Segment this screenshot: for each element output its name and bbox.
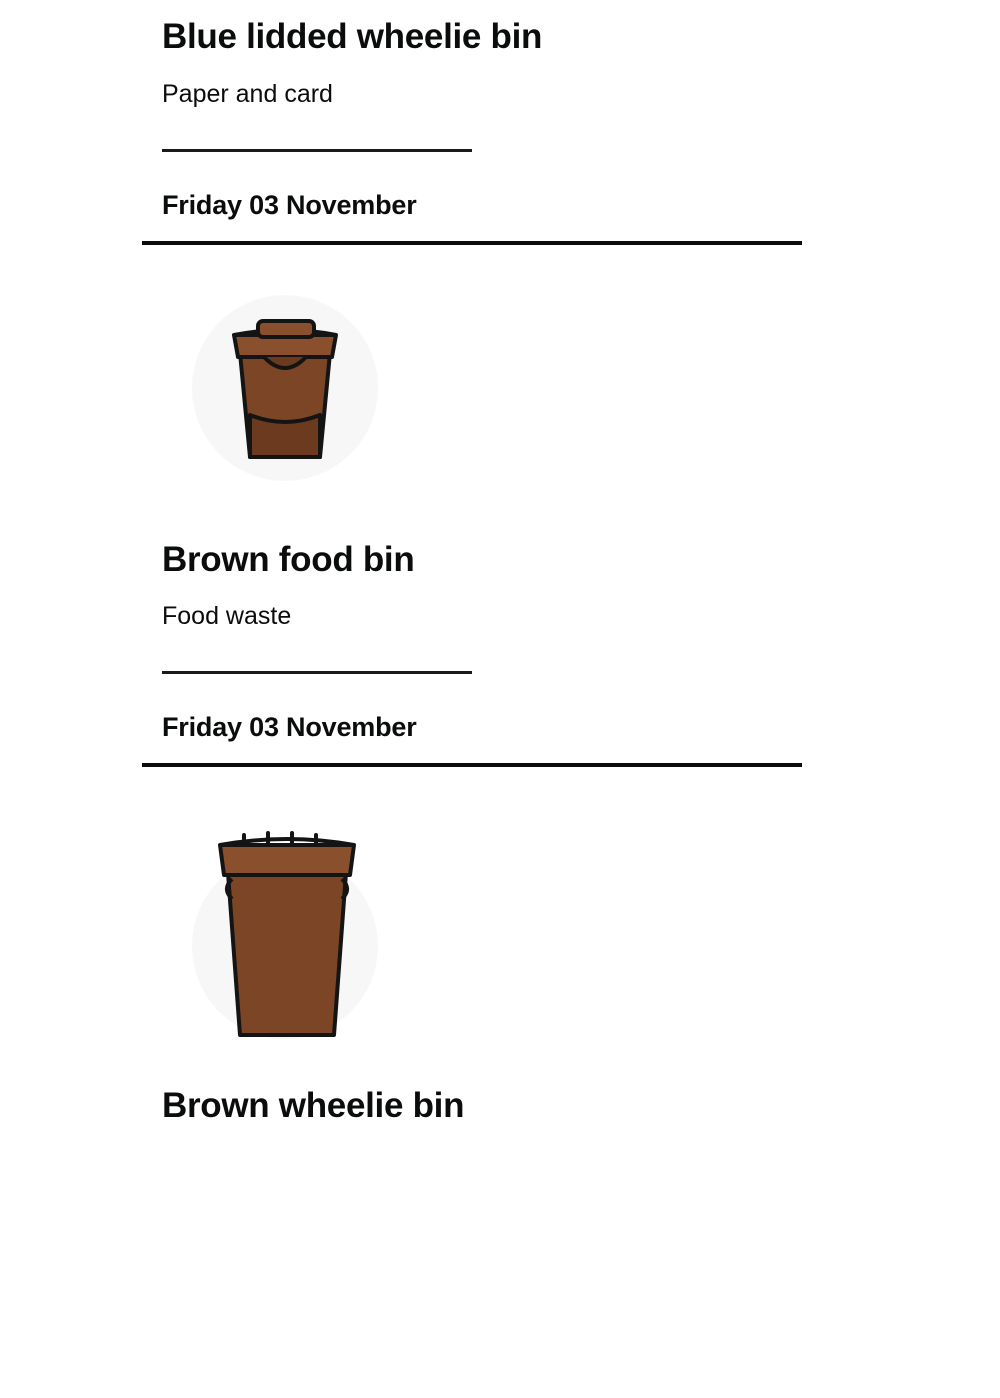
- bin-collection-page: [0, 18, 1000, 1398]
- bin-subtitle: Food waste: [162, 602, 292, 630]
- bin-subtitle: Paper and card: [162, 79, 333, 108]
- bin-title: Brown wheelie bin: [162, 1086, 465, 1125]
- brown-food-bin-icon: [192, 295, 378, 481]
- collection-item-brown-food-bin: [0, 295, 1000, 768]
- bin-title: Blue lidded wheelie bin: [162, 17, 543, 56]
- collection-date: Friday 03 November: [162, 189, 417, 220]
- collection-item-brown-wheelie-bin: [0, 823, 1000, 1126]
- collection-date: Friday 03 November: [162, 712, 417, 742]
- short-divider: [162, 671, 472, 674]
- bin-title: Brown food bin: [162, 539, 415, 579]
- section-divider: [142, 763, 802, 767]
- brown-wheelie-bin-icon: [192, 823, 382, 1053]
- section-divider: [142, 241, 802, 245]
- collection-item-blue-lidded-wheelie-bin: [0, 18, 1000, 245]
- short-divider: [162, 149, 472, 152]
